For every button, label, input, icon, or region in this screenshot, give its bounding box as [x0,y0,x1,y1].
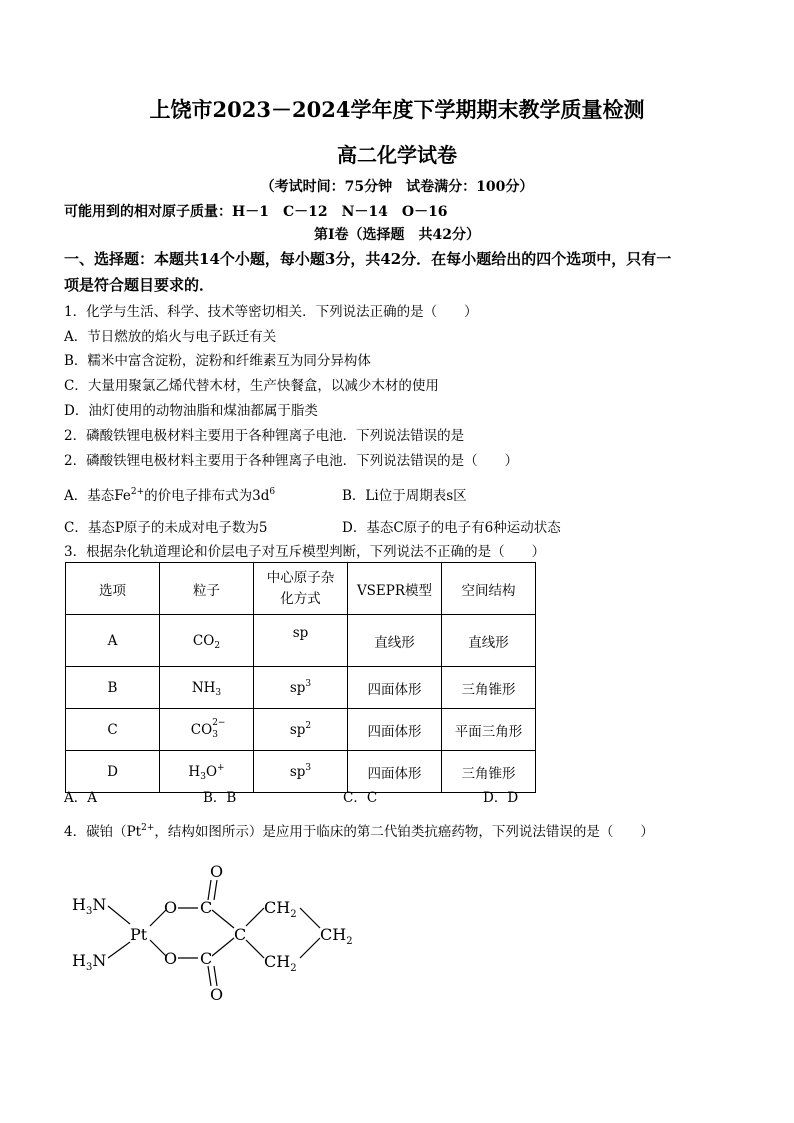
header-hybridization: 中心原子杂 化方式 [254,563,348,615]
row-c-option: C [66,709,160,751]
q4-stem: 4．碳铂（$Pt^{2+}$，结构如图所示）是应用于临床的第二代铂类抗癌药物，下列说法错误的是（ ） [64,823,654,840]
exam-info: （考试时间：75分钟 试卷满分：100分） [260,179,534,195]
q1-stem: 1．化学与生活、科学、技术等密切相关．下列说法正确的是（ ） [64,304,478,320]
header-option: 选项 [66,563,160,615]
row-d-option: D [66,751,160,793]
table-row [66,667,536,709]
c-center: C [234,925,247,944]
q3-answer-d: D．D [483,790,519,806]
pt-atom: Pt [130,925,148,944]
q3-options-table [65,562,536,793]
row-a-particle: $CO_2$ [160,615,254,667]
header-vsepr: VSEPR模型 [348,563,442,615]
row-c-particle: CO 2− 3 [160,709,254,751]
row-c-vsepr: 四面体形 [348,709,442,751]
table-row [66,751,536,793]
ch2-top: $CH_2$ [264,898,297,920]
table-header-row [66,563,536,615]
q1-option-c: C．大量用聚氯乙烯代替木材，生产快餐盒，以减少木材的使用 [64,378,439,394]
row-b-option: B [66,667,160,709]
q1-option-d: D．油灯使用的动物油脂和煤油都属于脂类 [64,403,318,419]
atomic-masses: 可能用到的相对原子质量：H－1 C－12 N－14 O－16 [64,204,448,220]
q3-answer-b: B．B [203,790,237,806]
q3-stem: 3．根据杂化轨道理论和价层电子对互斥模型判断，下列说法不正确的是（ ） [64,544,546,560]
nh3-bottom: $H_3N$ [72,951,107,973]
row-d-particle: $H_3O^+$ [160,751,254,793]
row-d-hybridization: $sp^3$ [254,751,348,793]
row-b-particle: $NH_3$ [160,667,254,709]
row-a-geometry: 直线形 [442,615,536,667]
row-a-hybridization: sp [254,615,348,667]
part-title: 第Ⅰ卷（选择题 共42分） [313,227,481,243]
q2-stem-first: 2．磷酸铁锂电极材料主要用于各种锂离子电池．下列说法错误的是 [64,428,465,444]
ch2-bottom: $CH_2$ [264,952,297,974]
q2-option-d: D．基态C原子的电子有6种运动状态 [342,520,561,536]
page-subtitle: 高二化学试卷 [337,143,457,167]
q2-option-b: B．Li位于周期表s区 [342,488,467,504]
row-a-option: A [66,615,160,667]
section-instructions-line1: 一、选择题：本题共14个小题，每小题3分，共42分．在每小题给出的四个选项中，只有一 [64,250,672,268]
row-d-vsepr: 四面体形 [348,751,442,793]
c-bottom: C [200,949,213,968]
section-instructions-line2: 项是符合题目要求的． [64,276,215,294]
table-row [66,615,536,667]
row-b-geometry: 三角锥形 [442,667,536,709]
row-a-vsepr: 直线形 [348,615,442,667]
header-particle: 粒子 [160,563,254,615]
o-top: O [164,898,178,917]
q2-option-a: A．基态$Fe^{2+}$的价电子排布式为$3d^6$ [64,487,276,504]
q1-option-b: B．糯米中富含淀粉，淀粉和纤维素互为同分异构体 [64,353,371,369]
q2-stem: 2．磷酸铁锂电极材料主要用于各种锂离子电池．下列说法错误的是（ ） [64,453,519,469]
q3-answer-a: A．A [64,790,97,806]
row-b-hybridization: $sp^3$ [254,667,348,709]
nh3-top: $H_3N$ [72,895,107,917]
table-row [66,709,536,751]
ch2-right: $CH_2$ [320,925,353,947]
row-b-vsepr: 四面体形 [348,667,442,709]
o-carbonyl-bottom: O [210,985,224,1004]
carboplatin-structure-diagram [64,858,364,1008]
q3-answer-c: C．C [343,790,378,806]
q1-option-a: A．节日燃放的焰火与电子跃迁有关 [64,329,277,345]
header-geometry: 空间结构 [442,563,536,615]
q2-option-c: C．基态P原子的未成对电子数为5 [64,520,268,536]
row-d-geometry: 三角锥形 [442,751,536,793]
atom-labels [72,862,353,1004]
page-title: 上饶市2023－2024学年度下学期期末教学质量检测 [149,97,645,122]
c-top: C [200,898,213,917]
o-bottom: O [164,949,178,968]
row-c-geometry: 平面三角形 [442,709,536,751]
row-c-hybridization: $sp^2$ [254,709,348,751]
o-carbonyl-top: O [210,862,224,881]
